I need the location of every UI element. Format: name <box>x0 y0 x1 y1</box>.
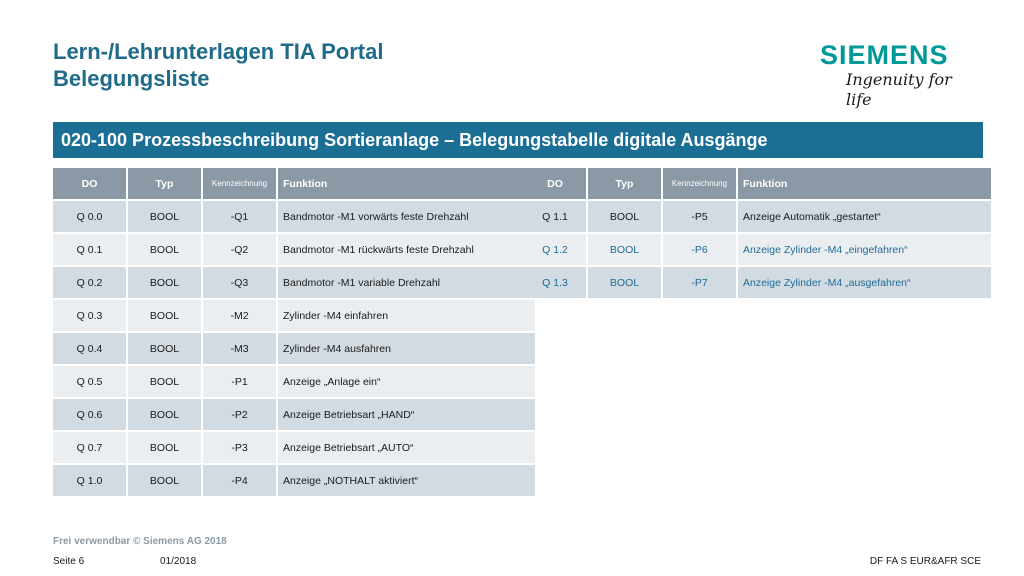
table-header-row <box>524 168 991 199</box>
footer-org: DF FA S EUR&AFR SCE <box>869 556 981 567</box>
cell-do: Q 0.1 <box>53 234 126 265</box>
cell-funktion: Bandmotor -M1 rückwärts feste Drehzahl <box>278 234 535 265</box>
cell-do: Q 1.0 <box>53 465 126 496</box>
footer-page-number: Seite 6 <box>53 556 85 567</box>
cell-typ: BOOL <box>128 234 201 265</box>
col-header-funktion: Funktion <box>278 168 535 199</box>
table-row <box>524 234 991 265</box>
logo-brand: SIEMENS <box>820 40 949 70</box>
table-row <box>53 366 535 397</box>
cell-kennzeichnung: -P1 <box>203 366 276 397</box>
cell-kennzeichnung: -Q2 <box>203 234 276 265</box>
cell-kennzeichnung: -P6 <box>663 234 736 265</box>
table-row <box>53 300 535 331</box>
cell-funktion: Anzeige Zylinder -M4 „ausgefahren“ <box>738 267 991 298</box>
cell-kennzeichnung: -M3 <box>203 333 276 364</box>
cell-kennzeichnung: -P4 <box>203 465 276 496</box>
table-row <box>524 201 991 232</box>
logo-tagline: Ingenuity for life <box>846 70 952 109</box>
cell-kennzeichnung: -P7 <box>663 267 736 298</box>
cell-typ: BOOL <box>128 432 201 463</box>
page-title <box>53 38 383 92</box>
cell-do: Q 0.6 <box>53 399 126 430</box>
cell-do: Q 1.2 <box>524 234 586 265</box>
cell-funktion: Anzeige „Anlage ein“ <box>278 366 535 397</box>
cell-kennzeichnung: -Q3 <box>203 267 276 298</box>
col-header-do: DO <box>524 168 586 199</box>
cell-do: Q 0.3 <box>53 300 126 331</box>
col-header-typ: Typ <box>588 168 661 199</box>
cell-typ: BOOL <box>128 366 201 397</box>
cell-do: Q 0.7 <box>53 432 126 463</box>
col-header-do: DO <box>53 168 126 199</box>
table-row <box>53 465 535 496</box>
section-banner: 020-100 Prozessbeschreibung Sortieranlage – Belegungstabelle digitale Ausgänge <box>53 122 983 158</box>
cell-funktion: Zylinder -M4 einfahren <box>278 300 535 331</box>
cell-typ: BOOL <box>128 399 201 430</box>
cell-do: Q 1.3 <box>524 267 586 298</box>
cell-typ: BOOL <box>128 201 201 232</box>
table-row <box>53 201 535 232</box>
cell-kennzeichnung: -P2 <box>203 399 276 430</box>
cell-kennzeichnung: -M2 <box>203 300 276 331</box>
table-row <box>53 267 535 298</box>
assignment-table-left <box>51 166 537 498</box>
cell-funktion: Anzeige Betriebsart „HAND“ <box>278 399 535 430</box>
cell-typ: BOOL <box>588 234 661 265</box>
cell-funktion: Anzeige „NOTHALT aktiviert“ <box>278 465 535 496</box>
cell-typ: BOOL <box>128 333 201 364</box>
cell-kennzeichnung: -P5 <box>663 201 736 232</box>
cell-funktion: Anzeige Zylinder -M4 „eingefahren“ <box>738 234 991 265</box>
cell-typ: BOOL <box>128 465 201 496</box>
table-row <box>524 267 991 298</box>
cell-typ: BOOL <box>128 300 201 331</box>
cell-funktion: Bandmotor -M1 vorwärts feste Drehzahl <box>278 201 535 232</box>
col-header-kennzeichnung: Kennzeichnung <box>663 168 736 199</box>
footer-license: Frei verwendbar © Siemens AG 2018 <box>53 536 227 547</box>
cell-do: Q 0.5 <box>53 366 126 397</box>
cell-do: Q 0.0 <box>53 201 126 232</box>
title-line-2: Belegungsliste <box>53 66 210 91</box>
col-header-funktion: Funktion <box>738 168 991 199</box>
cell-kennzeichnung: -Q1 <box>203 201 276 232</box>
cell-funktion: Anzeige Automatik „gestartet“ <box>738 201 991 232</box>
cell-typ: BOOL <box>588 201 661 232</box>
title-line-1: Lern-/Lehrunterlagen TIA Portal <box>53 39 384 64</box>
cell-funktion: Anzeige Betriebsart „AUTO“ <box>278 432 535 463</box>
cell-funktion: Bandmotor -M1 variable Drehzahl <box>278 267 535 298</box>
table-row <box>53 399 535 430</box>
cell-do: Q 0.2 <box>53 267 126 298</box>
cell-typ: BOOL <box>128 267 201 298</box>
assignment-table-right <box>522 166 993 300</box>
table-header-row <box>53 168 535 199</box>
table-row <box>53 234 535 265</box>
cell-do: Q 1.1 <box>524 201 586 232</box>
cell-typ: BOOL <box>588 267 661 298</box>
table-row <box>53 432 535 463</box>
siemens-logo <box>820 40 980 109</box>
col-header-kennzeichnung: Kennzeichnung <box>203 168 276 199</box>
cell-do: Q 0.4 <box>53 333 126 364</box>
cell-kennzeichnung: -P3 <box>203 432 276 463</box>
table-row <box>53 333 535 364</box>
col-header-typ: Typ <box>128 168 201 199</box>
footer-date: 01/2018 <box>160 556 197 567</box>
cell-funktion: Zylinder -M4 ausfahren <box>278 333 535 364</box>
